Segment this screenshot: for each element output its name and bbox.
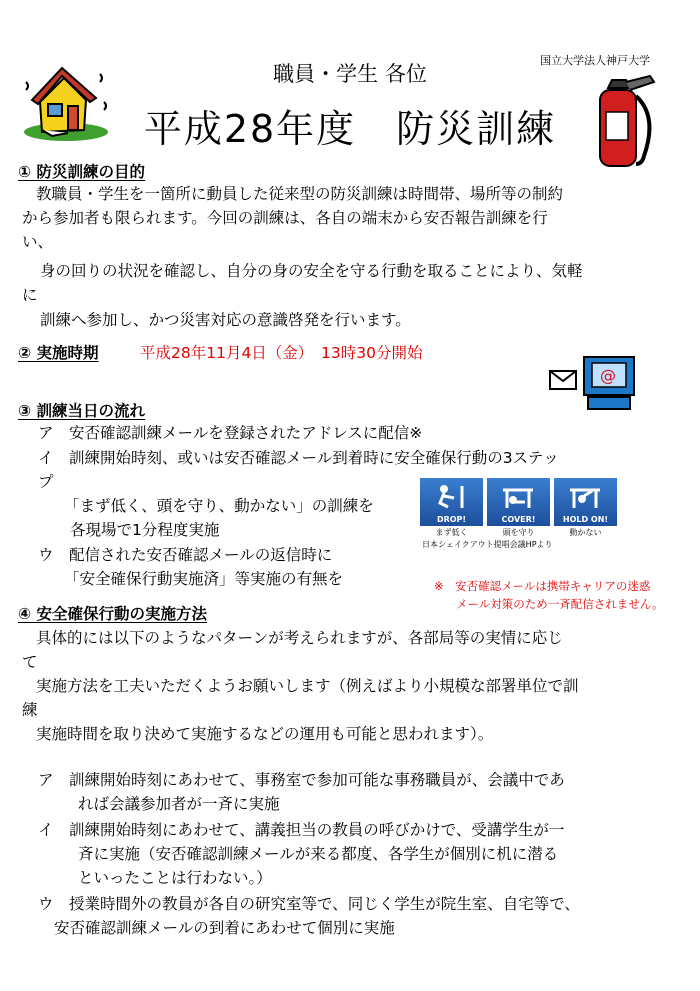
method-line: 練 — [22, 701, 38, 719]
mail-note: メール対策のため一斉配信されません。 — [456, 597, 664, 611]
flow-line: 「安全確保行動実施済」等実施の有無を — [64, 570, 344, 588]
section-purpose-heading: ① 防災訓練の目的 — [18, 163, 146, 181]
training-date: 平成28年11月4日（金） 13時30分開始 — [140, 344, 423, 362]
method-line: 実施時間を取り決めて実施するなどの運用も可能と思われます）。 — [36, 725, 494, 743]
purpose-line: に — [22, 286, 38, 304]
method-line: 斉に実施（安否確認訓練メールが来る都度、各学生が個別に机に潜る — [78, 845, 559, 863]
section-date-heading: ② 実施時期 — [18, 344, 99, 362]
section-flow-heading: ③ 訓練当日の流れ — [18, 402, 146, 420]
mail-note: ※ 安否確認メールは携帯キャリアの迷惑 — [434, 579, 651, 593]
flow-line: 「まず低く、頭を守り、動かない」の訓練を — [64, 497, 374, 515]
purpose-line: 訓練へ参加し、かつ災害対応の意識啓発を行います。 — [40, 311, 411, 329]
flow-line: ウ 配信された安否確認メールの返信時に — [38, 546, 333, 564]
fire-extinguisher-illustration — [582, 70, 662, 170]
organization-name: 国立大学法人神戸大学 — [540, 54, 650, 67]
method-line: て — [22, 653, 38, 671]
method-line: イ 訓練開始時刻にあわせて、講義担当の教員の呼びかけで、受講学生が一 — [38, 821, 565, 839]
purpose-line: から参加者も限られます。今回の訓練は、各自の端末から安否報告訓練を行 — [22, 209, 548, 227]
svg-text:@: @ — [600, 366, 616, 385]
hold-on-caption: 動かない — [569, 528, 602, 537]
method-line: れば会議参加者が一斉に実施 — [78, 795, 280, 813]
hold-on-pictogram-icon — [568, 484, 602, 510]
flow-line: イ 訓練開始時刻、或いは安否確認メール到着時に安全確保行動の3ステッ — [38, 449, 559, 467]
cover-caption: 頭を守り — [502, 528, 535, 537]
cover-pictogram-icon — [501, 484, 535, 510]
method-line: といったことは行わない。） — [78, 869, 272, 887]
image-source: 日本シェイクアウト提唱会議HPより — [422, 540, 553, 549]
email-computer-icon — [548, 353, 638, 413]
shakeout-figure — [420, 478, 620, 550]
flow-line: 各現場で1分程度実施 — [70, 521, 220, 539]
drop-panel: DROP! — [420, 478, 483, 526]
method-line: ア 訓練開始時刻にあわせて、事務室で参加可能な事務職員が、会議中であ — [38, 771, 565, 789]
method-line: 実施方法を工夫いただくようお願いします（例えばより小規模な部署単位で訓 — [36, 677, 579, 695]
hold-on-panel: HOLD ON! — [554, 478, 617, 526]
flow-line: プ — [38, 473, 54, 491]
purpose-line: 身の回りの状況を確認し、自分の身の安全を守る行動を取ることにより、気軽 — [40, 262, 583, 280]
purpose-line: い、 — [22, 233, 54, 251]
house-illustration — [22, 60, 110, 142]
page-title: 平成28年度 防災訓練 — [143, 107, 557, 151]
cover-panel: COVER! — [487, 478, 550, 526]
method-line: ウ 授業時間外の教員が各自の研究室等で、同じく学生が院生室、自宅等で、 — [38, 895, 580, 913]
section-method-heading: ④ 安全確保行動の実施方法 — [18, 605, 208, 623]
method-line: 安否確認訓練メールの到着にあわせて個別に実施 — [54, 919, 395, 937]
drop-caption: まず低く — [435, 528, 468, 537]
flow-line: ア 安否確認訓練メールを登録されたアドレスに配信※ — [38, 424, 423, 442]
purpose-line: 教職員・学生を一箇所に動員した従来型の防災訓練は時間帯、場所等の制約 — [36, 185, 564, 203]
drop-pictogram-icon — [434, 484, 468, 510]
method-line: 具体的には以下のようなパターンが考えられますが、各部局等の実情に応じ — [36, 629, 563, 647]
addressee: 職員・学生 各位 — [273, 62, 427, 86]
